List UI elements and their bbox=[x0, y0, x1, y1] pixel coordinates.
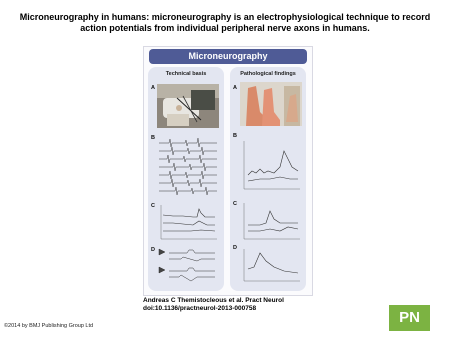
microneurography-figure bbox=[143, 46, 313, 296]
stimulation-protocol-traces bbox=[157, 245, 219, 287]
panel-label-d: D bbox=[233, 245, 237, 251]
panel-label-c: C bbox=[233, 201, 237, 207]
recording-setup-photo bbox=[157, 84, 219, 128]
panel-label-b: B bbox=[233, 133, 237, 139]
figure-header: Microneurography bbox=[149, 49, 307, 64]
latency-plot-d bbox=[240, 245, 302, 285]
panel-label-c: C bbox=[151, 203, 155, 209]
panel-label-b: B bbox=[151, 135, 155, 141]
copyright-notice: ©2014 by BMJ Publishing Group Ltd bbox=[4, 323, 94, 329]
activity-dependent-slowing-plot bbox=[157, 201, 219, 243]
pn-journal-logo: PN bbox=[389, 305, 430, 331]
erythromelalgia-feet-photo bbox=[240, 82, 302, 126]
latency-plot-c bbox=[240, 199, 302, 243]
spike-raster-traces bbox=[157, 137, 219, 197]
pathological-findings-title: Pathological findings bbox=[240, 71, 296, 77]
panel-label-a: A bbox=[151, 85, 155, 91]
slide-title: Microneurography in humans: microneurography is an electrophysiological technique to record action potentials from individual peripheral nerve axons in humans. bbox=[19, 12, 431, 33]
panel-label-a: A bbox=[233, 85, 237, 91]
citation-authors: Andreas C Themistocleous et al. Pract Neurol bbox=[143, 297, 284, 304]
citation-doi: doi:10.1136/practneurol-2013-000758 bbox=[143, 305, 257, 312]
panel-label-d: D bbox=[151, 247, 155, 253]
latency-plot-b bbox=[240, 137, 302, 193]
citation bbox=[143, 297, 284, 313]
technical-basis-panel bbox=[148, 67, 224, 291]
technical-basis-title: Technical basis bbox=[165, 71, 207, 77]
pathological-findings-panel bbox=[230, 67, 306, 291]
